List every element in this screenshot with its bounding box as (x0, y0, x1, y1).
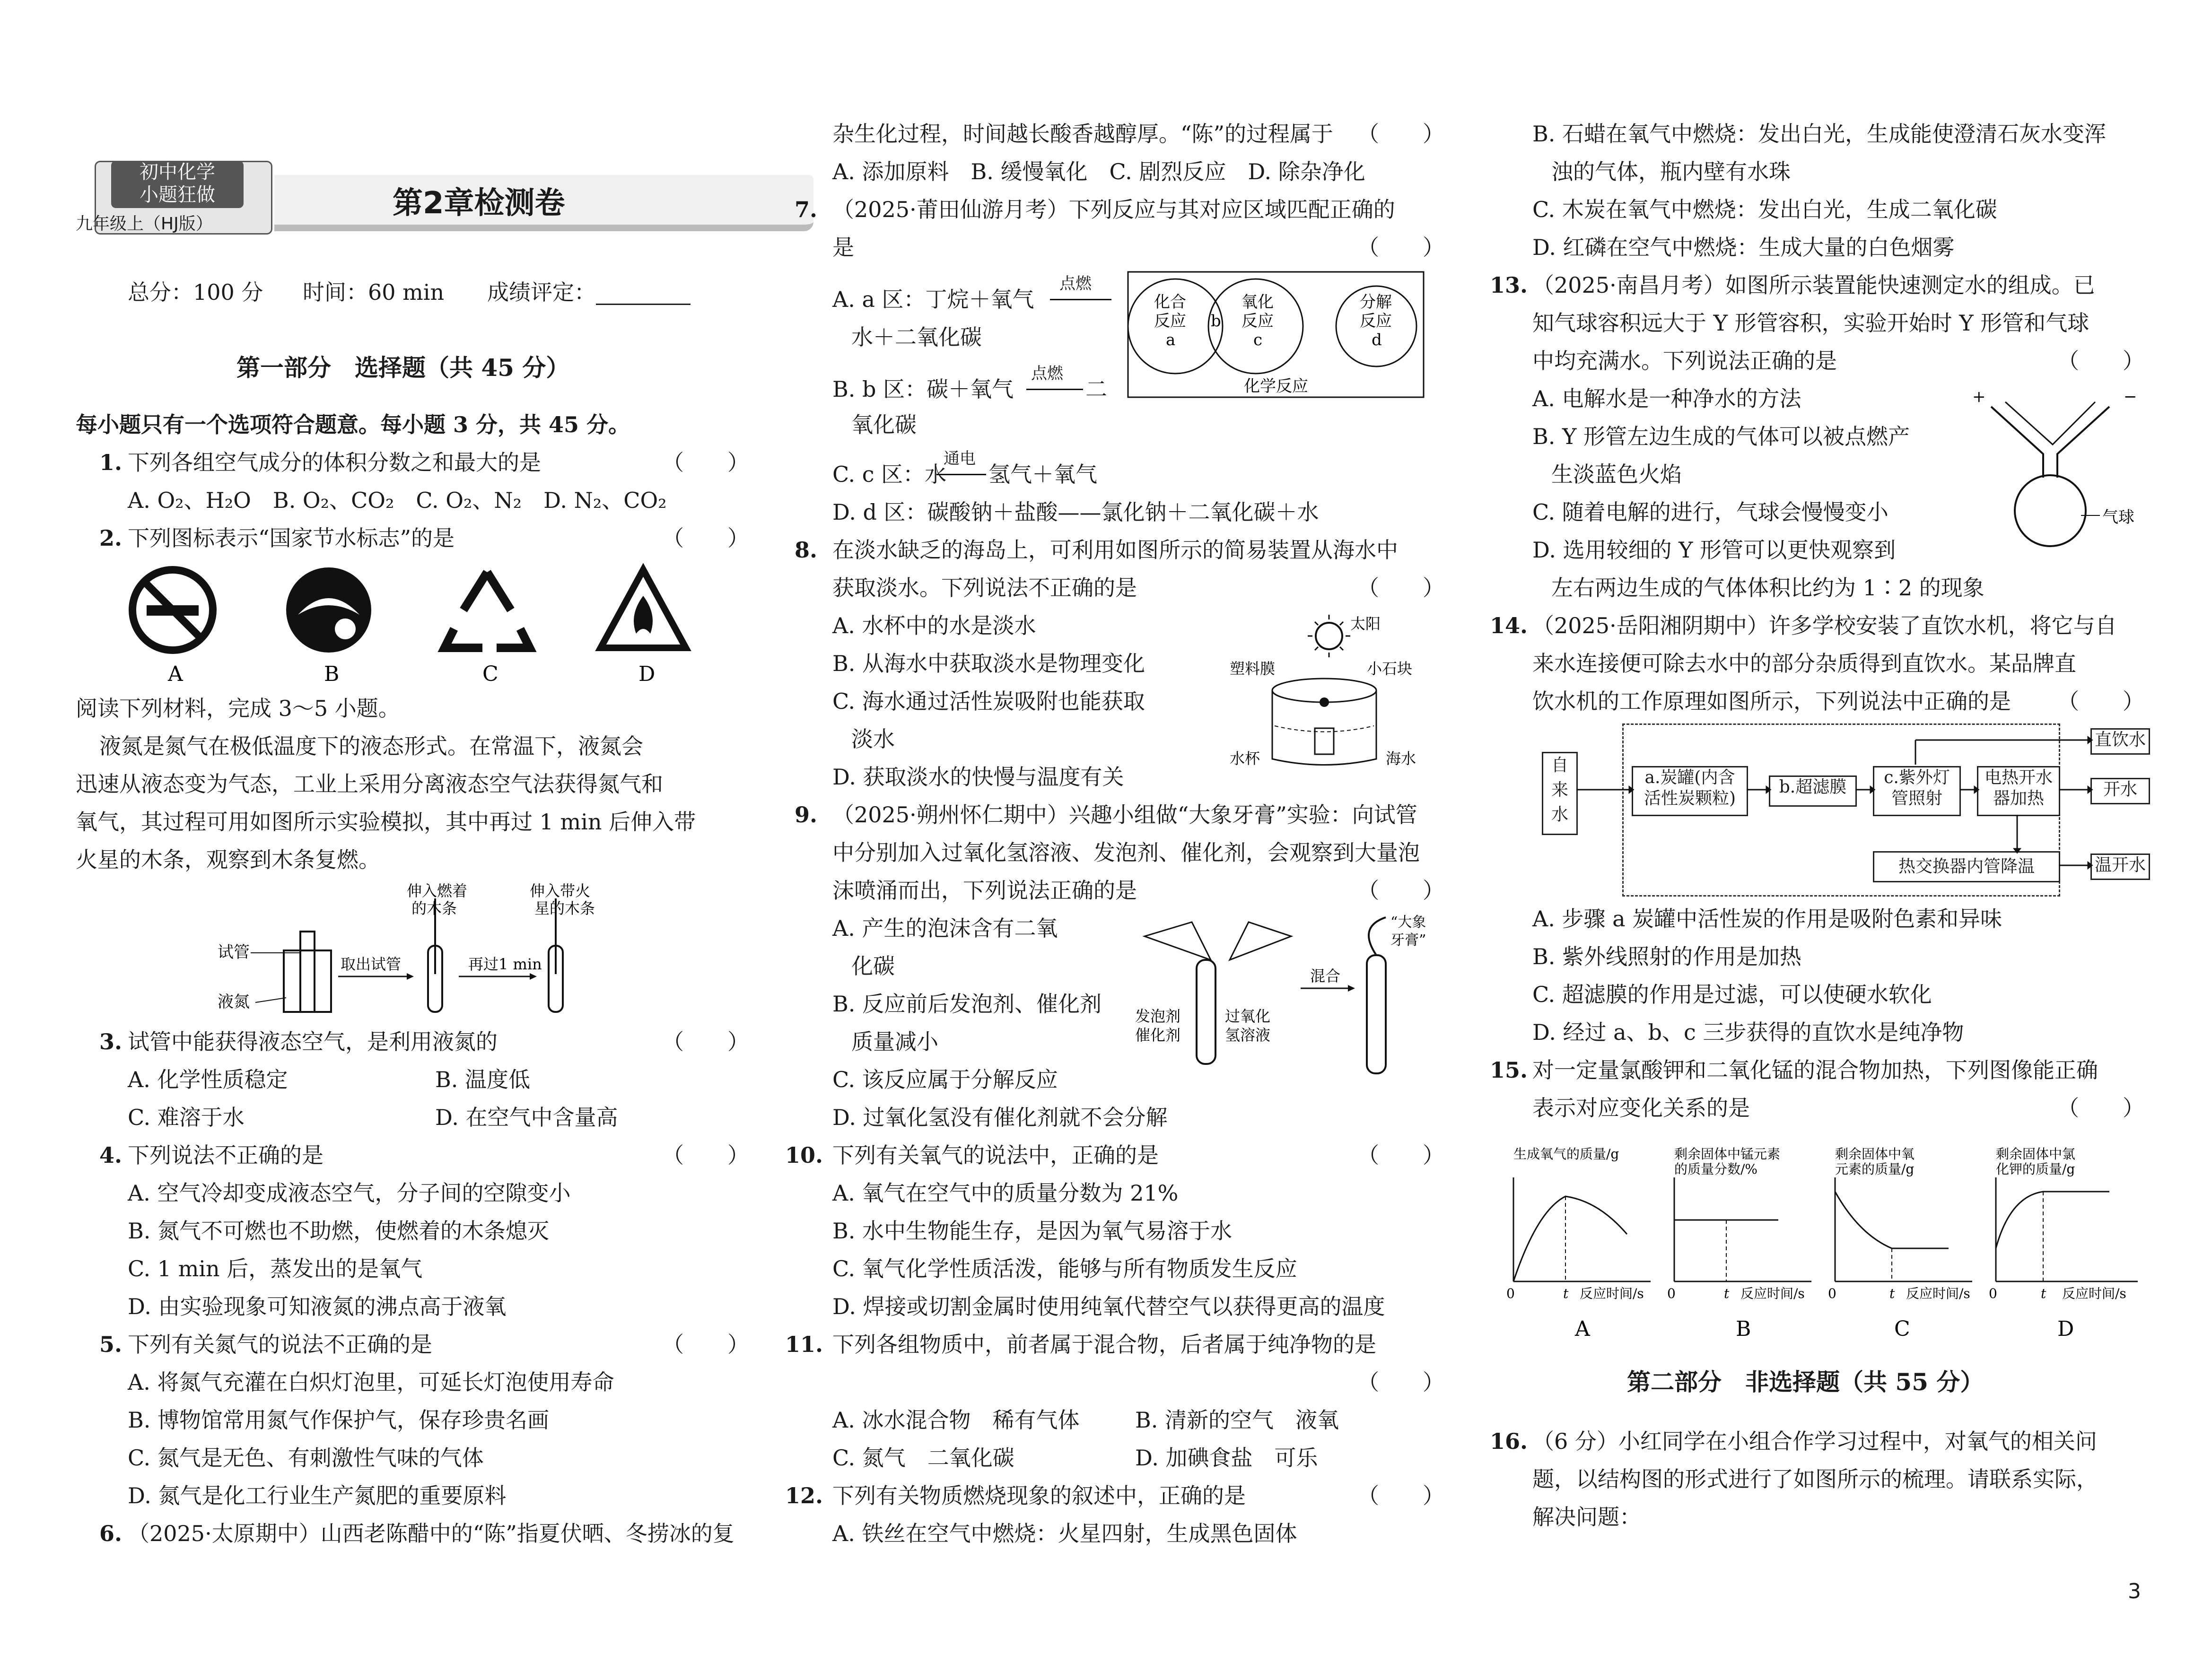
q6-stem-2: 杂生化过程，时间越长酸香越醇厚。“陈”的过程属于 (832, 121, 1334, 147)
q7-option-b-two: 二 (1085, 376, 1107, 402)
direct-water-box: 直饮水 (2090, 728, 2150, 755)
q10-stem: 下列有关氧气的说法中，正确的是 (832, 1142, 1159, 1168)
q8-option-a: A. 水杯中的水是淡水 (832, 613, 1036, 638)
label-minus: − (2124, 387, 2137, 406)
q7-answer-blank[interactable]: （ ） (1357, 235, 1444, 260)
q14-stem-3: 饮水机的工作原理如图所示，下列说法中正确的是 (1532, 688, 2011, 714)
sun-icon (1316, 623, 1342, 649)
info-time: 时间：60 min (303, 279, 445, 305)
page-number: 3 (2128, 1579, 2141, 1603)
q12-answer-blank[interactable]: （ ） (1357, 1483, 1444, 1508)
q15-num: 15. (1490, 1057, 1528, 1083)
q2-label-d: D (638, 662, 656, 686)
venn-c-1: 氧化 (1242, 293, 1274, 312)
q9-option-b2: 质量减小 (851, 1029, 938, 1054)
graph-c-zero: 0 (1828, 1286, 1836, 1301)
q14-option-d: D. 经过 a、b、c 三步获得的直饮水是纯净物 (1532, 1019, 1964, 1045)
q7-option-d: D. d 区：碳酸钠＋盐酸——氯化钠＋二氧化碳＋水 (832, 499, 1319, 525)
q14-stem-2: 来水连接便可除去水中的部分杂质得到直饮水。某品牌直 (1532, 651, 2076, 676)
graph-b-label: B (1736, 1317, 1751, 1341)
label-h2o2-2: 氢溶液 (1225, 1026, 1271, 1044)
label-burning-2: 的木条 (411, 899, 457, 917)
q8-stem-2: 获取淡水。下列说法不正确的是 (832, 575, 1137, 601)
q13-option-a: A. 电解水是一种净水的方法 (1532, 386, 1801, 411)
q5-stem: 下列有关氮气的说法不正确的是 (128, 1332, 432, 1357)
flammable-warning-icon (601, 570, 686, 648)
water-dispenser-flowchart (1542, 723, 2147, 903)
info-score: 总分：100 分 (128, 279, 263, 305)
venn-d-3: d (1372, 331, 1382, 349)
q7-option-b1: B. b 区：碳＋氧气 (832, 376, 1014, 402)
q4-option-b: B. 氮气不可燃也不助燃，使燃着的木条熄灭 (128, 1218, 550, 1244)
q9-option-d: D. 过氧化氢没有催化剂就不会分解 (832, 1105, 1168, 1130)
q2-label-c: C (482, 662, 498, 686)
q8-option-d: D. 获取淡水的快慢与温度有关 (832, 764, 1124, 790)
label-plus: + (1972, 387, 1986, 406)
graph-c (1828, 1146, 1972, 1341)
q11-answer-blank[interactable]: （ ） (1357, 1369, 1444, 1395)
q13-stem-2: 知气球容积远大于 Y 形管容积，实验开始时 Y 形管和气球 (1532, 310, 2090, 336)
q7-cond-b: 点燃 (1031, 364, 1063, 383)
q5-option-b: B. 博物馆常用氮气作保护气，保存珍贵名画 (128, 1407, 550, 1433)
q13-option-d1: D. 选用较细的 Y 形管可以更快观察到 (1532, 537, 1896, 563)
label-stone: 小石块 (1367, 660, 1413, 678)
info-eval: 成绩评定： (487, 279, 596, 305)
label-h2o2-1: 过氧化 (1225, 1007, 1271, 1025)
graph-b-zero: 0 (1667, 1286, 1676, 1301)
carbon-1: a.炭罐(内含 (1644, 768, 1735, 787)
q4-option-c: C. 1 min 后，蒸发出的是氧气 (128, 1256, 423, 1281)
recycle-icon (445, 572, 530, 648)
label-foaming-agent: 发泡剂 (1135, 1007, 1181, 1025)
q4-stem: 下列说法不正确的是 (128, 1142, 323, 1168)
venn-a-1: 化合 (1154, 293, 1186, 312)
tap-1: 自 (1551, 756, 1568, 775)
heater-1: 电热开水 (1984, 768, 2053, 787)
q5-num: 5. (99, 1332, 122, 1357)
venn-a-3: a (1166, 331, 1176, 349)
q7-arrow-a (1050, 299, 1111, 300)
q9-option-c: C. 该反应属于分解反应 (832, 1067, 1058, 1092)
q14-option-a: A. 步骤 a 炭罐中活性炭的作用是吸附色素和异味 (1532, 906, 2002, 932)
q3-num: 3. (99, 1029, 122, 1054)
q12-option-a: A. 铁丝在空气中燃烧：火星四射，生成黑色固体 (832, 1521, 1297, 1546)
venn-b: b (1211, 312, 1221, 331)
label-cup: 水杯 (1230, 749, 1260, 767)
q13-stem-3: 中均充满水。下列说法正确的是 (1532, 348, 1837, 374)
q8-num: 8. (795, 537, 818, 563)
label-film: 塑料膜 (1230, 660, 1276, 678)
q9-option-a1: A. 产生的泡沫含有二氧 (832, 915, 1058, 941)
q4-option-a: A. 空气冷却变成液态空气，分子间的空隙变小 (128, 1180, 571, 1206)
q6-answer-blank[interactable]: （ ） (1357, 121, 1444, 147)
q2-answer-blank[interactable]: （ ） (662, 525, 749, 551)
graph-d-label: D (2057, 1317, 2074, 1341)
venn-c-3: c (1253, 331, 1263, 349)
uv-1: c.紫外灯 (1884, 768, 1950, 787)
part1-instruction: 每小题只有一个选项符合题意。每小题 3 分，共 45 分。 (76, 412, 630, 437)
q15-stem-1: 对一定量氯酸钾和二氧化锰的混合物加热，下列图像能正确 (1532, 1057, 2098, 1083)
q9-stem-3: 沫喷涌而出，下列说法正确的是 (832, 878, 1137, 903)
q14-option-b: B. 紫外线照射的作用是加热 (1532, 944, 1802, 969)
q10-option-d: D. 焊接或切割金属时使用纯氧代替空气以获得更高的温度 (832, 1294, 1385, 1319)
graph-c-label: C (1894, 1317, 1910, 1341)
q2-label-a: A (168, 662, 183, 686)
q14-stem-1: （2025·岳阳湘阴期中）许多学校安装了直饮水机，将它与自 (1532, 613, 2117, 638)
q2-icons (123, 563, 714, 686)
q8-option-b: B. 从海水中获取淡水是物理变化 (832, 651, 1145, 676)
q1-num: 1. (99, 450, 122, 475)
q16-stem-1: （6 分）小红同学在小组合作学习过程中，对氧气的相关问 (1532, 1429, 2097, 1454)
q11-option-a: A. 冰水混合物 稀有气体 (832, 1407, 1080, 1433)
q3-option-c: C. 难溶于水 (128, 1105, 245, 1130)
q3-option-d: D. 在空气中含量高 (435, 1105, 618, 1130)
graph-b-ylabel-1: 剩余固体中锰元素 (1674, 1146, 1781, 1162)
q6-num: 6. (99, 1521, 122, 1546)
q14-num: 14. (1490, 613, 1528, 638)
q16-stem-3: 解决问题： (1532, 1504, 1641, 1530)
graph-d (1989, 1146, 2138, 1341)
q4-option-d: D. 由实验现象可知液氮的沸点高于液氧 (128, 1294, 507, 1319)
venn-bottom-label: 化学反应 (1244, 377, 1308, 396)
venn-c-2: 反应 (1242, 312, 1274, 331)
q15-answer-blank[interactable]: （ ） (2057, 1095, 2144, 1121)
part2-title: 第二部分 非选择题（共 55 分） (1627, 1368, 1984, 1396)
label-spark-2: 星的木条 (534, 899, 595, 917)
heater-2: 器加热 (1993, 789, 2044, 808)
label-liquid-nitrogen: 液氮 (218, 993, 250, 1011)
q3-answer-blank[interactable]: （ ） (662, 1029, 749, 1054)
q2-num: 2. (99, 525, 122, 551)
q7-stem-2: 是 (832, 235, 854, 260)
q12-stem: 下列有关物质燃烧现象的叙述中，正确的是 (832, 1483, 1246, 1508)
q7-option-c: C. c 区：水 (832, 462, 947, 487)
graph-d-t: t (2041, 1286, 2046, 1301)
q15-stem-2: 表示对应变化关系的是 (1532, 1095, 1750, 1121)
q3-option-b: B. 温度低 (435, 1067, 531, 1092)
q13-option-c: C. 随着电解的进行，气球会慢慢变小 (1532, 499, 1889, 525)
q3-stem: 试管中能获得液态空气，是利用液氮的 (128, 1029, 498, 1054)
q7-option-a1: A. a 区：丁烷＋氧气 (832, 287, 1034, 312)
tap-3: 水 (1551, 805, 1568, 824)
badge-line2: 小题狂做 (140, 184, 215, 206)
q5-option-d: D. 氮气是化工行业生产氮肥的重要原料 (128, 1483, 507, 1508)
q9-stem-1: （2025·朔州怀仁期中）兴趣小组做“大象牙膏”实验：向试管 (832, 802, 1417, 828)
q16-stem-2: 题，以结构图的形式进行了如图所示的梳理。请联系实际， (1532, 1466, 2098, 1492)
q14-option-c: C. 超滤膜的作用是过滤，可以使硬水软化 (1532, 982, 1932, 1007)
reading-p2: 迅速从液态变为气态，工业上采用分离液态空气法获得氮气和 (76, 771, 663, 797)
graph-b-ylabel-2: 的质量分数/% (1674, 1161, 1758, 1177)
q3-option-a: A. 化学性质稳定 (128, 1067, 288, 1092)
venn-d-1: 分解 (1360, 293, 1392, 312)
label-wait: 再过1 min (468, 955, 542, 973)
label-take-out: 取出试管 (341, 955, 402, 973)
graph-c-ylabel-2: 元素的质量/g (1835, 1161, 1915, 1177)
q9-stem-2: 中分别加入过氧化氢溶液、发泡剂、催化剂，会观察到大量泡 (832, 840, 1420, 865)
q11-option-b: B. 清新的空气 液氧 (1135, 1407, 1339, 1433)
q10-option-b: B. 水中生物能生存，是因为氧气易溶于水 (832, 1218, 1233, 1244)
graph-a (1506, 1146, 1651, 1341)
label-balloon: 气球 (2102, 508, 2134, 527)
grade-label: 九年级上（HJ版） (76, 214, 213, 234)
eval-blank[interactable] (596, 304, 691, 305)
q12-option-b2: 浊的气体，瓶内壁有水珠 (1551, 159, 1791, 184)
q1-stem: 下列各组空气成分的体积分数之和最大的是 (128, 450, 541, 475)
q13-option-b1: B. Y 形管左边生成的气体可以被点燃产 (1532, 424, 1910, 449)
q6-stem-1: （2025·太原期中）山西老陈醋中的“陈”指夏伏晒、冬捞冰的复 (128, 1521, 734, 1546)
venn-a-2: 反应 (1154, 312, 1186, 331)
q12-option-d: D. 红磷在空气中燃烧：生成大量的白色烟雾 (1532, 235, 1955, 260)
q12-num: 12. (785, 1483, 823, 1508)
uv-2: 管照射 (1891, 789, 1942, 808)
q2-label-b: B (324, 662, 340, 686)
label-mix: 混合 (1310, 967, 1341, 985)
q13-answer-blank[interactable]: （ ） (2057, 348, 2144, 374)
q11-stem: 下列各组物质中，前者属于混合物，后者属于纯净物的是 (832, 1332, 1376, 1357)
graph-a-zero: 0 (1506, 1286, 1515, 1301)
graph-c-ylabel-1: 剩余固体中氧 (1835, 1146, 1915, 1162)
flowchart-arrows (1542, 723, 2147, 903)
q14-answer-blank[interactable]: （ ） (2057, 688, 2144, 714)
q7-arrow-b (1026, 389, 1083, 390)
q7-cond-c: 通电 (944, 449, 976, 468)
q13-stem-1: （2025·南昌月考）如图所示装置能快速测定水的组成。已 (1532, 272, 2095, 298)
q8-option-c2: 淡水 (851, 726, 895, 752)
q15-graphs (1495, 1140, 2157, 1348)
q10-option-a: A. 氧气在空气中的质量分数为 21% (832, 1180, 1179, 1206)
reading-intro: 阅读下列材料，完成 3～5 小题。 (76, 696, 400, 721)
q5-option-a: A. 将氮气充灌在白炽灯泡里，可延长灯泡使用寿命 (128, 1369, 614, 1395)
label-toothpaste-1: “大象 (1390, 914, 1426, 931)
reading-p4: 火星的木条，观察到木条复燃。 (76, 847, 380, 872)
graph-b-xlabel: 反应时间/s (1740, 1286, 1805, 1301)
elephant-toothpaste-figure (1135, 908, 1428, 1088)
q12-option-b1: B. 石蜡在氧气中燃烧：发出白光，生成能使澄清石灰水变浑 (1532, 121, 2107, 147)
q10-answer-blank[interactable]: （ ） (1357, 1142, 1444, 1168)
graph-b-t: t (1724, 1286, 1730, 1301)
graph-a-ylabel-1: 生成氧气的质量/g (1513, 1146, 1619, 1162)
q6-options: A. 添加原料 B. 缓慢氧化 C. 剧烈反应 D. 除杂净化 (832, 159, 1365, 184)
q7-arrow-c (936, 474, 986, 475)
heat-exchanger-box: 热交换器内管降温 (1873, 851, 2060, 882)
graph-a-xlabel: 反应时间/s (1580, 1286, 1644, 1301)
q7-option-b2: 氧化碳 (851, 412, 917, 437)
reading-p3: 氧气，其过程可用如图所示实验模拟，其中再过 1 min 后伸入带 (76, 809, 696, 835)
q7-num: 7. (795, 197, 818, 222)
q8-option-c1: C. 海水通过活性炭吸附也能获取 (832, 688, 1145, 714)
series-badge-title (111, 161, 244, 208)
label-catalyst: 催化剂 (1135, 1026, 1181, 1044)
water-saving-icon (286, 567, 371, 653)
graph-c-curve (1835, 1192, 1949, 1248)
label-spark-1: 伸入带火 (530, 882, 591, 900)
q13-option-b2: 生淡蓝色火焰 (1551, 462, 1682, 487)
y-tube-figure (1963, 383, 2152, 553)
q7-cond-a: 点燃 (1059, 274, 1092, 293)
q1-answer-blank[interactable]: （ ） (662, 450, 749, 475)
desalination-figure (1230, 608, 1428, 783)
graph-b (1667, 1146, 1811, 1341)
q8-stem-1: 在淡水缺乏的海岛上，可利用如图所示的简易装置从海水中 (832, 537, 1398, 563)
graph-a-curve (1513, 1196, 1627, 1281)
reading-p1: 液氮是氮气在极低温度下的液态形式。在常温下，液氮会 (99, 733, 643, 759)
q10-num: 10. (785, 1142, 823, 1168)
q5-answer-blank[interactable]: （ ） (662, 1332, 749, 1357)
graph-c-t: t (1889, 1286, 1895, 1301)
q10-option-c: C. 氧气化学性质活泼，能够与所有物质发生反应 (832, 1256, 1297, 1281)
q8-answer-blank[interactable]: （ ） (1357, 575, 1444, 601)
q4-num: 4. (99, 1142, 122, 1168)
graph-a-t: t (1563, 1286, 1569, 1301)
q13-num: 13. (1490, 272, 1528, 298)
graph-d-xlabel: 反应时间/s (2062, 1286, 2126, 1301)
q13-option-d2: 左右两边生成的气体体积比约为 1∶2 的现象 (1551, 575, 1985, 601)
tap-2: 来 (1551, 780, 1568, 800)
q9-option-a2: 化碳 (851, 953, 895, 979)
carbon-2: 活性炭颗粒) (1644, 789, 1736, 808)
q11-num: 11. (785, 1332, 823, 1357)
q9-answer-blank[interactable]: （ ） (1357, 878, 1444, 903)
graph-a-label: A (1575, 1317, 1590, 1341)
graph-c-xlabel: 反应时间/s (1906, 1286, 1970, 1301)
no-smoking-icon (132, 570, 213, 650)
q12-option-c: C. 木炭在氧气中燃烧：发出白光，生成二氧化碳 (1532, 197, 1997, 222)
q9-num: 9. (795, 802, 818, 828)
label-toothpaste-2: 牙膏” (1390, 932, 1426, 949)
label-sun: 太阳 (1350, 615, 1381, 633)
warm-water-box: 温开水 (2090, 854, 2150, 880)
graph-d-zero: 0 (1989, 1286, 1997, 1301)
q11-option-d: D. 加碘食盐 可乐 (1135, 1445, 1318, 1471)
graph-d-curve (1996, 1192, 2109, 1248)
badge-line1: 初中化学 (140, 161, 215, 183)
q7-option-a2: 水＋二氧化碳 (851, 324, 982, 350)
boiling-water-box: 开水 (2090, 778, 2150, 804)
label-sea: 海水 (1386, 749, 1416, 767)
q11-option-c: C. 氮气 二氧化碳 (832, 1445, 1014, 1471)
q5-option-c: C. 氮气是无色、有刺激性气味的气体 (128, 1445, 484, 1471)
q7-option-c2: 氢气＋氧气 (988, 462, 1097, 487)
venn-d-2: 反应 (1360, 312, 1392, 331)
ultrafiltration-box: b.超滤膜 (1769, 775, 1857, 807)
q16-num: 16. (1490, 1429, 1528, 1454)
liquid-nitrogen-figure (218, 880, 643, 1021)
part1-title: 第一部分 选择题（共 45 分） (236, 354, 570, 382)
label-tube: 试管 (218, 943, 250, 962)
label-burning-1: 伸入燃着 (407, 882, 468, 900)
graph-d-ylabel-1: 剩余固体中氯 (1996, 1146, 2076, 1162)
q7-venn-diagram (1126, 270, 1428, 402)
q7-stem-1: （2025·莆田仙游月考）下列反应与其对应区域匹配正确的 (832, 197, 1395, 222)
q4-answer-blank[interactable]: （ ） (662, 1142, 749, 1168)
graph-d-ylabel-2: 化钾的质量/g (1996, 1161, 2075, 1177)
q2-stem: 下列图标表示“国家节水标志”的是 (128, 525, 455, 551)
page-title: 第2章检测卷 (393, 186, 565, 221)
q9-option-b1: B. 反应前后发泡剂、催化剂 (832, 991, 1102, 1017)
q1-options: A. O₂、H₂O B. O₂、CO₂ C. O₂、N₂ D. N₂、CO₂ (128, 488, 667, 513)
